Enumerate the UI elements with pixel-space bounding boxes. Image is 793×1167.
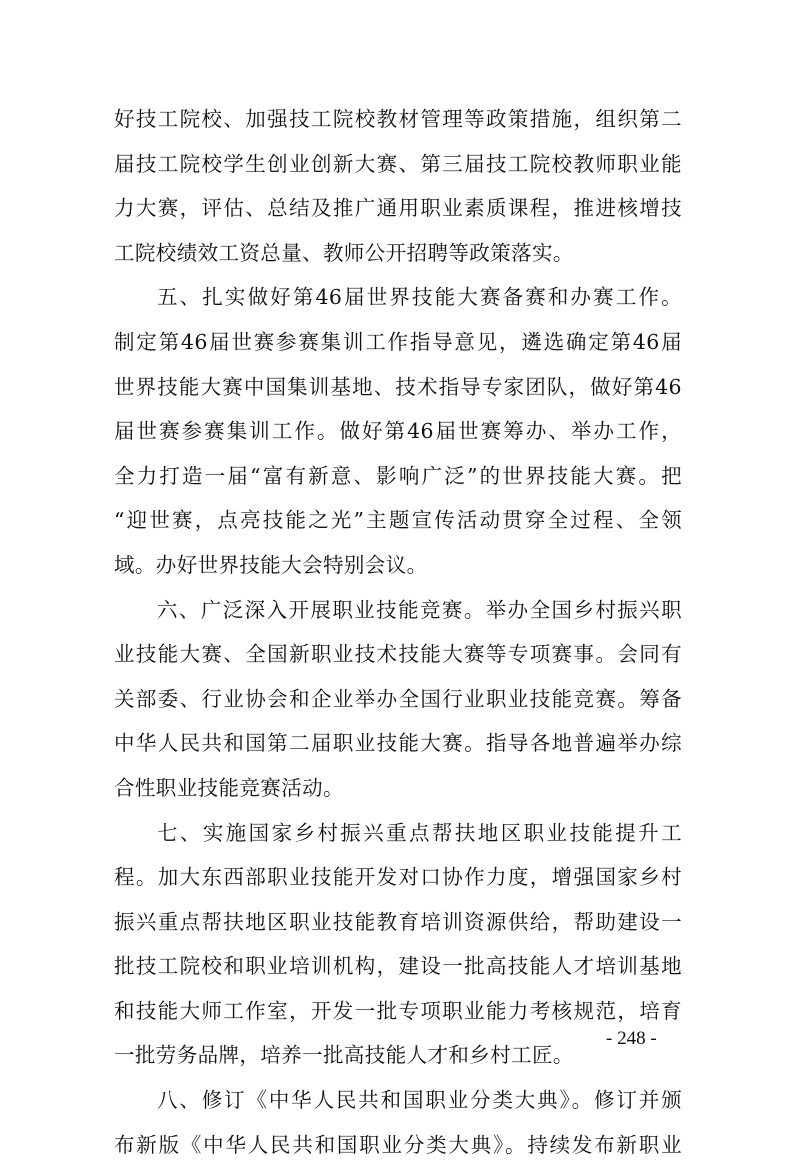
text-line: “迎世赛，点亮技能之光”主题宣传活动贯穿全过程、全领 [114,508,682,533]
text-line: 关部委、行业协会和企业举办全国行业职业技能竞赛。筹备 [114,686,682,711]
text-line: 一批劳务品牌，培养一批高技能人才和乡村工匠。 [114,1043,574,1068]
text-line: 八、修订《中华人民共和国职业分类大典》。修订并颁 [157,1088,682,1113]
text-line: 届世赛参赛集训工作。做好第46届世赛筹办、举办工作， [114,419,682,444]
body-text [114,97,682,1167]
page-number: - 248 - [606,1028,657,1049]
text-line: 好技工院校、加强技工院校教材管理等政策措施，组织第二 [114,107,682,131]
text-line: 批技工院校和职业培训机构，建设一批高技能人才培训基地 [114,954,682,979]
text-line: 届技工院校学生创业创新大赛、第三届技工院校教师职业能 [114,151,682,176]
text-line: 七、实施国家乡村振兴重点帮扶地区职业技能提升工 [157,820,682,845]
text-line: 程。加大东西部职业技能开发对口协作力度，增强国家乡村 [114,865,682,890]
text-line: 中华人民共和国第二届职业技能大赛。指导各地普遍举办综 [114,731,682,756]
text-line: 五、扎实做好第46届世界技能大赛备赛和办赛工作。 [157,285,682,310]
text-line: 布新版《中华人民共和国职业分类大典》。持续发布新职业 [114,1132,682,1157]
text-line: 域。办好世界技能大会特别会议。 [114,552,428,577]
text-line: 业技能大赛、全国新职业技术技能大赛等专项赛事。会同有 [114,642,682,667]
text-line: 制定第46届世赛参赛集训工作指导意见，遴选确定第46届 [114,329,682,354]
text-line: 六、广泛深入开展职业技能竞赛。举办全国乡村振兴职 [157,597,682,622]
text-line: 全力打造一届“富有新意、影响广泛”的世界技能大赛。把 [114,463,682,488]
text-line: 工院校绩效工资总量、教师公开招聘等政策落实。 [114,240,574,265]
text-line: 振兴重点帮扶地区职业技能教育培训资源供给，帮助建设一 [114,909,682,934]
text-line: 合性职业技能竞赛活动。 [114,775,344,800]
text-line: 力大赛，评估、总结及推广通用职业素质课程，推进核增技 [114,196,682,221]
text-line: 世界技能大赛中国集训基地、技术指导专家团队，做好第46 [114,374,682,399]
text-line: 和技能大师工作室，开发一批专项职业能力考核规范，培育 [114,998,682,1023]
